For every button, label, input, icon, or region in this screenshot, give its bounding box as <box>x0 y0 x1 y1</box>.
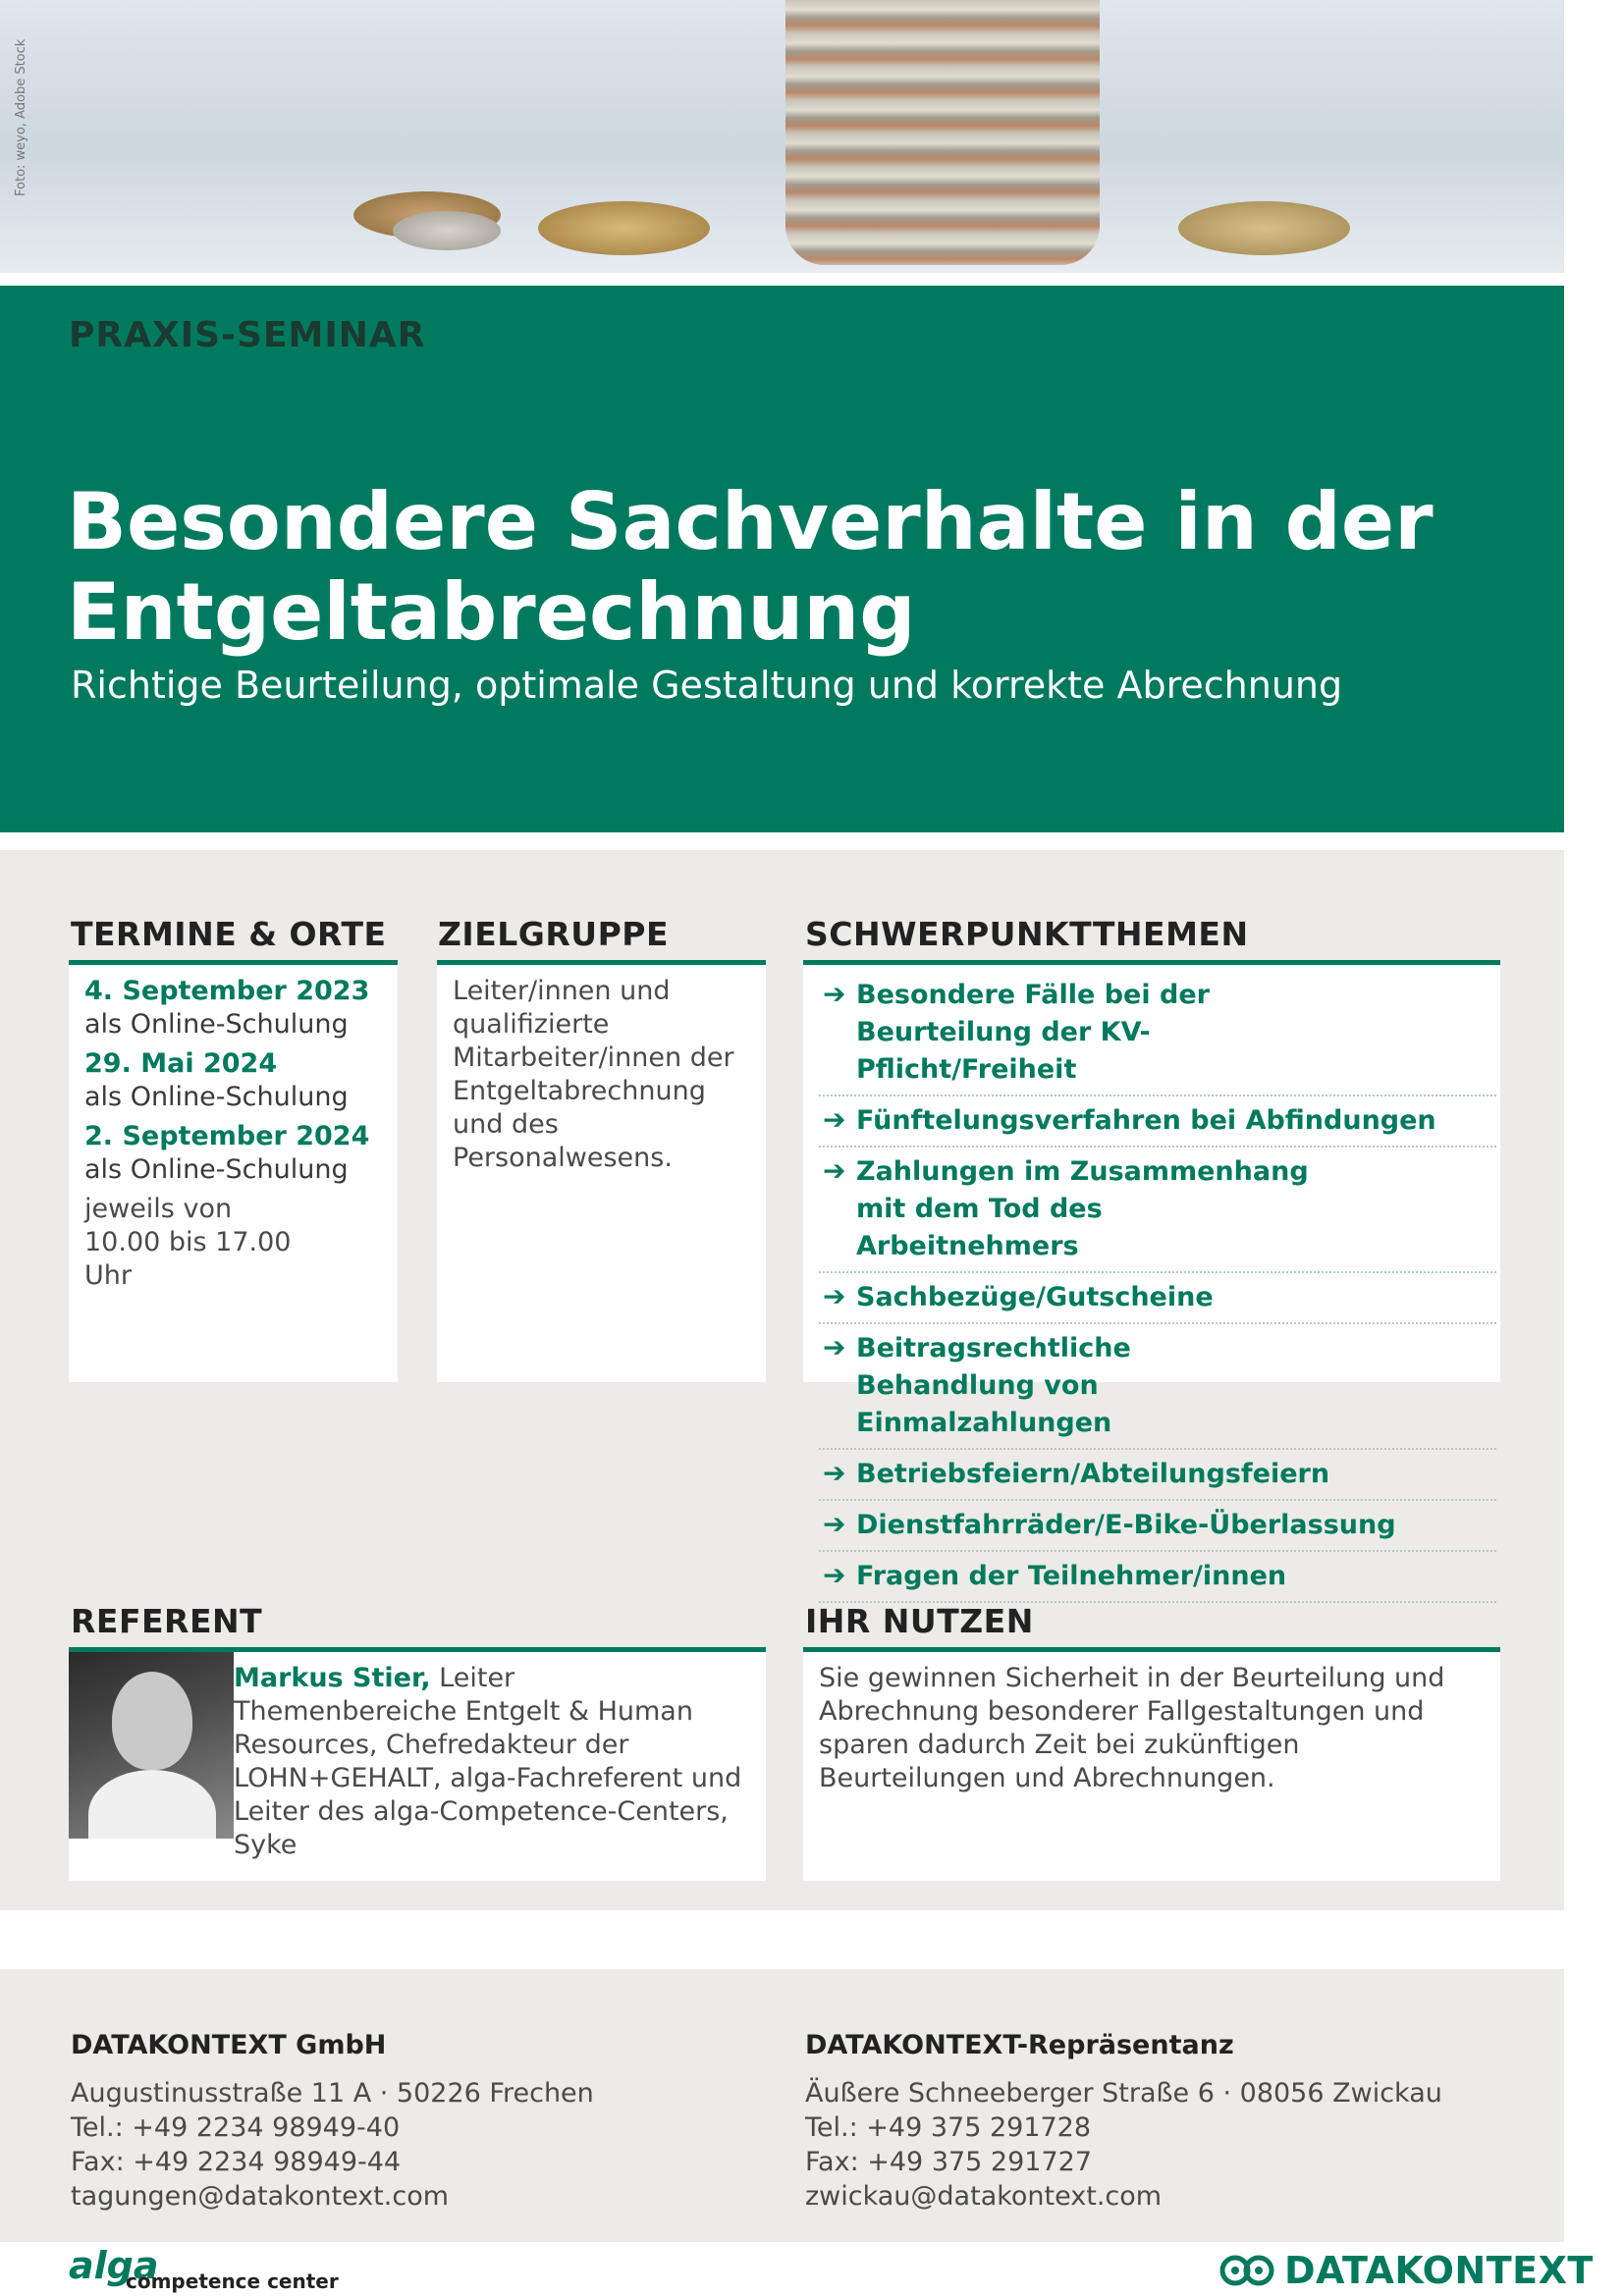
alga-logo: alga <box>69 2244 159 2287</box>
date-item <box>84 1047 379 1114</box>
termine-heading: TERMINE & ORTE <box>71 915 387 953</box>
topic-label: Betriebsfeiern/Abteilungsfeiern <box>856 1459 1330 1489</box>
title-line-1: Besondere Sachverhalte in der <box>67 476 1434 567</box>
referent-heading: REFERENT <box>71 1602 263 1640</box>
zielgruppe-card <box>437 960 766 1382</box>
topic-item <box>819 1096 1496 1148</box>
phone: Tel.: +49 2234 98949-40 <box>71 2112 401 2143</box>
address-zwickau <box>805 2028 1442 2214</box>
speaker-portrait <box>69 1652 234 1839</box>
arrow-right-icon: ➔ <box>823 1103 846 1136</box>
footer <box>0 1969 1564 2242</box>
date-place: als Online-Schulung <box>84 1009 349 1040</box>
email-link[interactable]: tagungen@datakontext.com <box>71 2181 450 2212</box>
photo-credit: Foto: weyo, Adobe Stock <box>14 38 28 196</box>
nutzen-heading: IHR NUTZEN <box>805 1602 1034 1640</box>
topic-item <box>819 1501 1496 1552</box>
alga-logo-subtitle: competence center <box>126 2269 339 2293</box>
topic-label: Zahlungen im Zusammenhang mit dem Tod des Arbeitnehmers <box>856 1156 1309 1261</box>
topic-item <box>819 1552 1496 1603</box>
address-frechen <box>71 2028 594 2214</box>
topic-label: Dienstfahrräder/E-Bike-Überlassung <box>856 1510 1396 1540</box>
coin-image <box>393 211 501 250</box>
dates-list <box>84 975 379 1293</box>
fax: Fax: +49 375 291727 <box>805 2147 1093 2177</box>
zielgruppe-text: Leiter/innen und qualifizierte Mitarbeiter/innen der Entgeltabrechnung und des Personalwesens. <box>453 976 734 1173</box>
arrow-right-icon: ➔ <box>823 978 846 1010</box>
topic-label: Sachbezüge/Gutscheine <box>856 1282 1214 1312</box>
coin-stack-image <box>785 0 1100 265</box>
date-item <box>84 975 379 1041</box>
topic-label: Besondere Fälle bei der Beurteilung der KV-Pflicht/Freiheit <box>856 980 1210 1085</box>
date-value: 4. September 2023 <box>84 976 370 1006</box>
speaker-name: Markus Stier, <box>234 1663 431 1693</box>
topic-label: Fragen der Teilnehmer/innen <box>856 1561 1287 1591</box>
date-item <box>84 1120 379 1187</box>
company-name: DATAKONTEXT-Repräsentanz <box>805 2030 1234 2060</box>
topic-item <box>819 1148 1496 1273</box>
termine-card <box>69 960 398 1382</box>
speaker-bio <box>234 1662 744 1862</box>
coin-image <box>538 201 710 255</box>
nutzen-card <box>803 1647 1500 1881</box>
title-line-2: Entgeltabrechnung <box>67 566 916 658</box>
hero-banner <box>0 286 1564 832</box>
topic-label: Beitragsrechtliche Behandlung von Einmalzahlungen <box>856 1333 1131 1438</box>
seminar-title <box>67 477 1520 658</box>
nutzen-text: Sie gewinnen Sicherheit in der Beurteilung und Abrechnung besonderer Fallgestaltungen und sparen dadurch Zeit bei zukünftigen Beurteilungen und Abrechnungen. <box>819 1663 1445 1793</box>
coin-image <box>1178 201 1350 255</box>
seminar-kicker: PRAXIS-SEMINAR <box>69 315 426 355</box>
company-name: DATAKONTEXT GmbH <box>71 2030 387 2060</box>
date-place: als Online-Schulung <box>84 1154 349 1185</box>
referent-card <box>69 1647 766 1881</box>
zielgruppe-heading: ZIELGRUPPE <box>438 915 669 953</box>
topics-list <box>819 971 1496 1603</box>
arrow-right-icon: ➔ <box>823 1280 846 1312</box>
date-place: als Online-Schulung <box>84 1082 349 1112</box>
arrow-right-icon: ➔ <box>823 1508 846 1540</box>
street: Augustinusstraße 11 A · 50226 Frechen <box>71 2078 594 2109</box>
phone: Tel.: +49 375 291728 <box>805 2112 1092 2143</box>
topic-item <box>819 1273 1496 1324</box>
datakontext-wordmark: DATAKONTEXT <box>1284 2249 1594 2292</box>
datakontext-logo <box>1219 2246 1594 2295</box>
seminar-subtitle: Richtige Beurteilung, optimale Gestaltung und korrekte Abrechnung <box>71 664 1343 707</box>
arrow-right-icon: ➔ <box>823 1559 846 1591</box>
arrow-right-icon: ➔ <box>823 1154 846 1187</box>
date-value: 2. September 2024 <box>84 1121 370 1151</box>
header-photo <box>0 0 1564 273</box>
street: Äußere Schneeberger Straße 6 · 08056 Zwickau <box>805 2078 1442 2109</box>
topic-item <box>819 1324 1496 1450</box>
topic-item <box>819 971 1496 1096</box>
arrow-right-icon: ➔ <box>823 1457 846 1489</box>
content-band <box>0 850 1564 1910</box>
schwerpunkte-card <box>803 960 1500 1591</box>
email-link[interactable]: zwickau@datakontext.com <box>805 2181 1163 2212</box>
speaker-description: Leiter Themenbereiche Entgelt & Human Resources, Chefredakteur der LOHN+GEHALT, alga-Fachreferent und Leiter des alga-Competence-Centers, Syke <box>234 1663 742 1860</box>
logo-bar <box>0 2244 1624 2296</box>
topic-label: Fünftelungsverfahren bei Abfindungen <box>856 1105 1436 1136</box>
time-info: jeweils von 10.00 bis 17.00 Uhr <box>84 1194 292 1291</box>
fax: Fax: +49 2234 98949-44 <box>71 2147 402 2177</box>
topic-item <box>819 1450 1496 1501</box>
date-value: 29. Mai 2024 <box>84 1048 278 1079</box>
schwerpunkte-heading: SCHWERPUNKTTHEMEN <box>805 915 1249 953</box>
arrow-right-icon: ➔ <box>823 1331 846 1363</box>
datakontext-owl-icon <box>1219 2249 1274 2292</box>
